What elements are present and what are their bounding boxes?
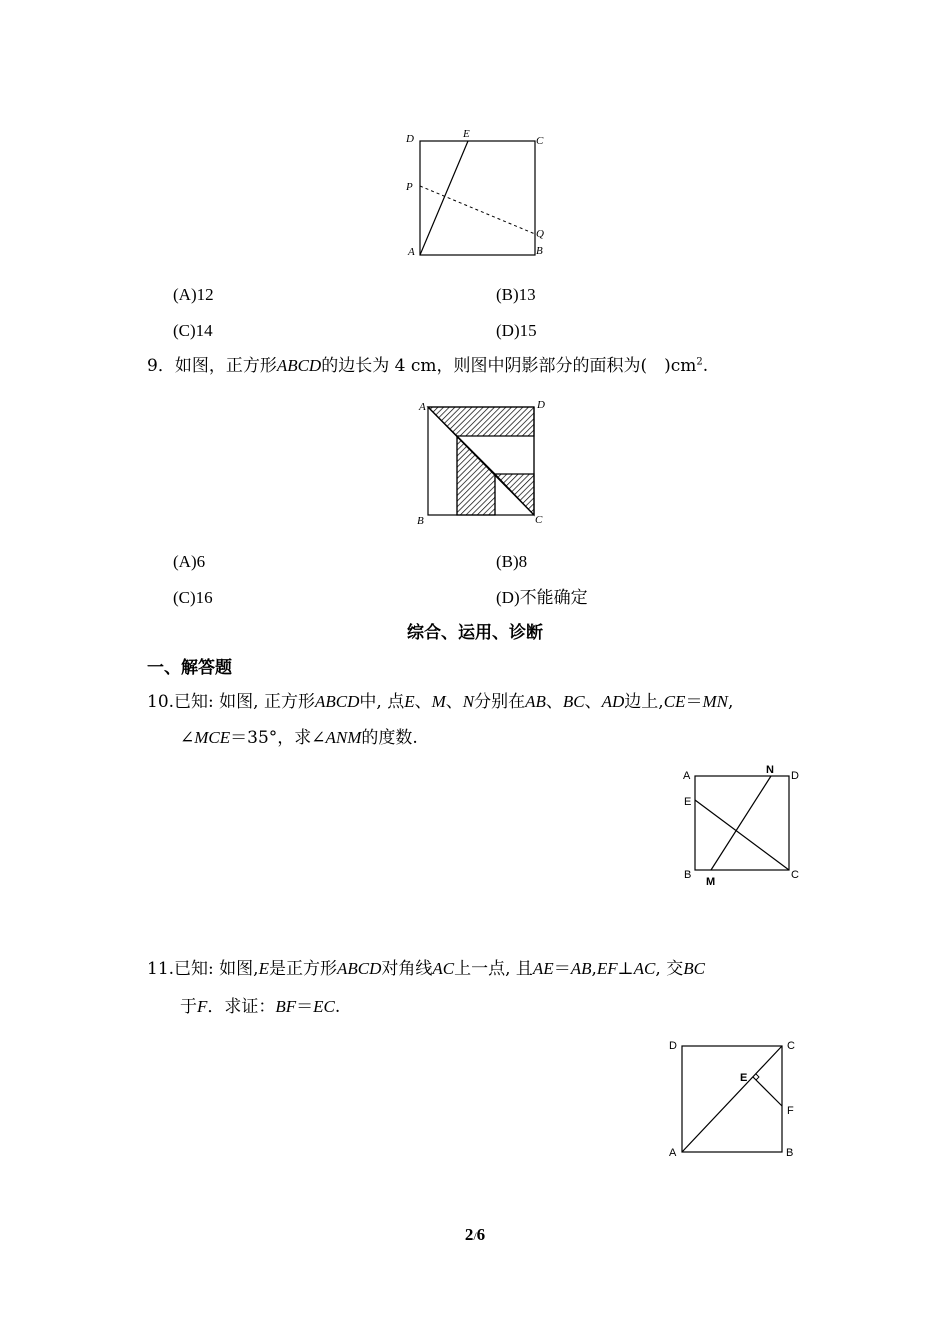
square-outline (695, 776, 789, 870)
q10-e: E (404, 692, 415, 711)
segment-pq-dashed (420, 186, 535, 234)
q11-ef: EF (596, 959, 618, 978)
q10-sep2: 、 (445, 692, 463, 712)
diagonal-ac (682, 1046, 782, 1152)
square-outline (420, 141, 535, 255)
q11-end: . (334, 997, 341, 1017)
label-b: B (684, 869, 692, 881)
q9-option-d: (D)不能确定 (496, 588, 588, 607)
label-f: F (787, 1105, 794, 1117)
label-a: A (408, 246, 415, 258)
q11-line-1 (147, 958, 705, 980)
q9-text-1: 如图，正方形 (174, 356, 277, 376)
page-current: 2 (464, 1225, 474, 1244)
q11-text-e: , 交 (655, 959, 684, 979)
segment-mn (711, 776, 771, 870)
q10-text-e: ＝35°，求∠ (230, 728, 326, 748)
q10-ce: CE (663, 692, 686, 711)
q10-anm: ANM (325, 728, 362, 747)
q10-line-2 (180, 727, 418, 749)
segment-ef (753, 1077, 782, 1106)
label-n: N (766, 764, 774, 776)
label-d: D (406, 133, 414, 145)
q11-bc: BC (683, 959, 705, 978)
q9-number: 9． (147, 356, 175, 376)
right-angle-mark (756, 1074, 759, 1080)
q10-text-f: 的度数. (361, 728, 418, 748)
q9-option-c: (C)16 (173, 588, 213, 607)
label-c: C (536, 135, 544, 147)
label-d: D (791, 770, 799, 782)
q10-ab: AB (525, 692, 546, 711)
q11-abcd: ABCD (336, 959, 382, 978)
q10-text-c: 分别在 (474, 692, 526, 712)
shaded-middle-piece (457, 436, 495, 515)
label-d: D (537, 399, 545, 411)
q11-ae: AE (532, 959, 554, 978)
q9-superscript: 2 (696, 356, 703, 368)
segment-ce (695, 800, 789, 870)
q9-text-2: 的边长为 4 cm，则图中阴影部分的面积为( )cm (321, 356, 697, 376)
q11-text-g: ．求证： (207, 997, 276, 1017)
q11-ec: EC (313, 997, 335, 1016)
q11-perp: ⊥ (617, 959, 634, 979)
q11-comma: , (591, 959, 597, 979)
label-d: D (669, 1040, 677, 1052)
q11-text-a: 已知: 如图, (174, 959, 259, 979)
q10-bc: BC (562, 692, 585, 711)
q11-ab: AB (570, 959, 592, 978)
q10-n: N (462, 692, 475, 711)
q10-ad: AD (601, 692, 625, 711)
q10-sep1: 、 (414, 692, 432, 712)
shaded-top-piece (428, 407, 534, 436)
q10-text-b: 中, 点 (359, 692, 405, 712)
q10-angle-symbol: ∠ (180, 728, 195, 748)
segment-ae (420, 141, 468, 255)
q11-number: 11. (147, 959, 175, 979)
q10-m: M (431, 692, 446, 711)
label-p: P (406, 181, 413, 193)
q8-option-b: (B)13 (496, 285, 536, 304)
q11-e: E (258, 959, 269, 978)
q11-line-2 (180, 996, 340, 1018)
page-number (0, 1225, 950, 1245)
q10-abcd: ABCD (315, 692, 360, 711)
page-total: 6 (476, 1225, 486, 1244)
q11-text-b: 是正方形 (268, 959, 337, 979)
q10-text-d: 边上, (624, 692, 664, 712)
q10-line-1 (147, 691, 733, 713)
label-a: A (683, 770, 691, 782)
question-9-figure (410, 395, 560, 530)
q9-stem (147, 355, 708, 377)
q8-option-a: (A)12 (173, 285, 214, 304)
part-title: 一、解答题 (147, 658, 232, 678)
label-e: E (684, 796, 692, 808)
q9-option-b: (B)8 (496, 552, 528, 571)
q11-f: F (197, 997, 208, 1016)
label-c: C (535, 514, 543, 526)
q11-eq-2: ＝ (296, 997, 314, 1017)
label-b: B (536, 245, 543, 257)
q11-text-d: 上一点, 且 (454, 959, 533, 979)
label-q: Q (536, 228, 544, 240)
q8-option-d: (D)15 (496, 321, 537, 340)
label-b: B (786, 1147, 794, 1159)
q9-option-a: (A)6 (173, 552, 206, 571)
q11-text-c: 对角线 (381, 959, 433, 979)
q10-sep3: 、 (545, 692, 563, 712)
q10-mn: MN (702, 692, 728, 711)
question-11-figure (660, 1030, 810, 1170)
q10-comma: , (727, 692, 734, 712)
q10-text-a: 已知: 如图, 正方形 (174, 692, 315, 712)
question-10-figure (675, 760, 815, 895)
page-separator: / (473, 1229, 477, 1243)
q10-mce: MCE (194, 728, 231, 747)
q10-number: 10. (147, 692, 175, 712)
label-a: A (669, 1147, 677, 1159)
label-a: A (419, 401, 426, 413)
q10-eq: ＝ (685, 692, 703, 712)
section-title: 综合、运用、诊断 (407, 623, 543, 643)
label-b: B (417, 515, 424, 527)
q11-eq: ＝ (553, 959, 571, 979)
q10-sep4: 、 (584, 692, 602, 712)
q9-text-end: . (702, 356, 709, 376)
label-c: C (787, 1040, 795, 1052)
label-m: M (706, 876, 716, 888)
q9-abcd: ABCD (276, 356, 322, 375)
label-c: C (791, 869, 799, 881)
label-e: E (740, 1072, 748, 1084)
q11-bf: BF (275, 997, 297, 1016)
q11-ac-2: AC (633, 959, 656, 978)
label-e: E (463, 128, 470, 140)
q11-ac: AC (432, 959, 455, 978)
question-8-figure (400, 125, 560, 265)
q8-option-c: (C)14 (173, 321, 213, 340)
q11-text-f: 于 (180, 997, 197, 1017)
